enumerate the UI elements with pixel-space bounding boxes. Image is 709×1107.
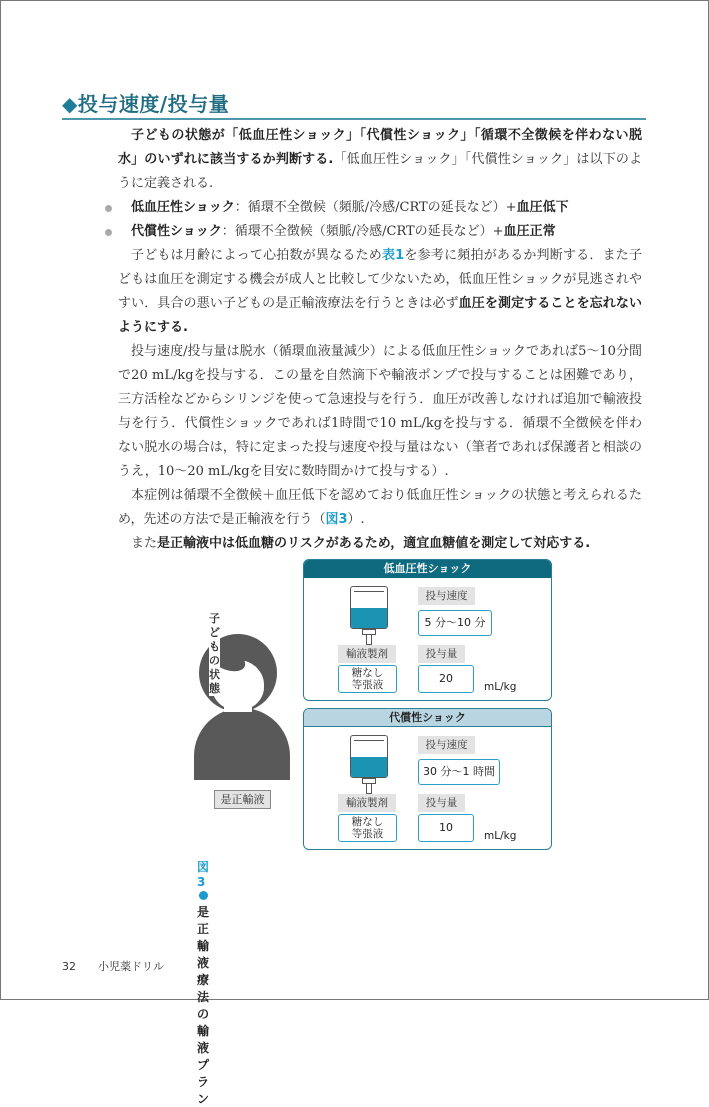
rate-value: 5 分～10 分	[418, 610, 492, 636]
bullet-text: ：循環不全徴候（頻脈/冷感/CRTの延長など）+	[221, 224, 504, 239]
iv-bag-icon	[350, 735, 388, 778]
p4-a: 本症例は循環不全徴候＋血圧低下を認めており低血圧性ショックの状態と考えられるため，先述の方法で是正輸液を行う（	[118, 488, 642, 527]
bullet-item	[118, 220, 642, 244]
prep-value	[338, 665, 397, 693]
rate-value: 30 分～1 時間	[418, 759, 500, 785]
dose-value: 20	[418, 665, 474, 693]
book-title: 小児薬ドリル	[98, 960, 164, 973]
paragraph-1	[118, 124, 642, 196]
bullet-dot-icon	[105, 205, 112, 212]
panel-title: 代償性ショック	[304, 709, 551, 727]
bullet-item	[118, 196, 642, 220]
circle-bullet-icon	[199, 891, 208, 900]
paragraph-3: 投与速度/投与量は脱水（循環血液量減少）による低血圧性ショックであれば5～10分間で20 mL/kgを投与する．この量を自然滴下や輸液ポンプで投与することは困難であり，三方活栓などからシリンジを使って急速投与を行う．血圧が改善しなければ追加で輸液投与を行う．代償性ショックであれば1時間で10 mL/kgを投与する．循環不全徴候を伴わない脱水の場合は，特に定まった投与速度や投与量はない（筆者であれば保護者と相談のうえ，10～20 mL/kgを目安に数時間かけて投与する）.	[118, 344, 642, 479]
p2-bold: 血圧を測定することを忘れないようにする.	[118, 296, 642, 335]
dose-label: 投与量	[418, 794, 465, 812]
bullet-term: 代償性ショック	[131, 224, 222, 239]
prep-line: 糖なし	[351, 667, 384, 679]
iv-bag-icon	[350, 586, 388, 629]
p5-a: また	[131, 536, 158, 551]
bullet-strong: 血圧正常	[503, 224, 556, 239]
bullet-text: ：循環不全徴候（頻脈/冷感/CRTの延長など）+	[234, 200, 517, 215]
dose-label: 投与量	[418, 645, 465, 663]
figure-caption	[197, 858, 210, 1107]
page-number: 32	[62, 960, 76, 973]
rate-label: 投与速度	[418, 736, 475, 754]
section-heading	[62, 88, 229, 117]
prep-line: 糖なし	[351, 816, 384, 828]
panel-hypotensive-shock	[303, 559, 552, 701]
panel-compensated-shock	[303, 708, 552, 850]
paragraph-2	[118, 244, 642, 340]
bullet-term: 低血圧性ショック	[131, 200, 235, 215]
person-tag: 是正輸液	[214, 790, 271, 809]
bullet-strong: 血圧低下	[516, 200, 569, 215]
prep-value	[338, 814, 397, 842]
page-footer	[62, 958, 164, 974]
p2-b: を参考に頻拍があるか判断する．また子どもは血圧を測定する機会が成人と比較して少ないため，低血圧性ショックが見逃されやすい．具合の悪い子どもの是正輸液療法を行うときは必ず	[118, 248, 642, 311]
paragraph-4	[118, 484, 642, 532]
person-label: 子どもの状態	[209, 612, 220, 695]
table-ref-link[interactable]: 表1	[381, 248, 405, 263]
prep-line: 等張液	[351, 828, 384, 840]
heading-text: 投与速度/投与量	[77, 92, 230, 116]
prep-line: 等張液	[351, 679, 384, 691]
dose-unit: mL/kg	[484, 830, 517, 842]
body-text	[118, 124, 642, 556]
prep-label: 輸液製剤	[338, 645, 396, 663]
dose-unit: mL/kg	[484, 681, 517, 693]
dose-value: 10	[418, 814, 474, 842]
p5-bold: 是正輸液中は低血糖のリスクがあるため，適宜血糖値を測定して対応する.	[157, 536, 591, 551]
caption-text: 是正輸液療法の輸液プラン	[197, 905, 210, 1106]
heading-rule	[62, 118, 646, 120]
p1-bold: 子どもの状態が「低血圧性ショック」「代償性ショック」「循環不全徴候を伴わない脱水」のいずれに該当するか判断する.	[118, 128, 642, 167]
paragraph-5	[118, 532, 642, 556]
figure-ref-link[interactable]: 図3	[325, 512, 348, 527]
rate-label: 投与速度	[418, 587, 475, 605]
p2-a: 子どもは月齢によって心拍数が異なるため	[131, 248, 382, 263]
p4-b: ）.	[347, 512, 365, 527]
panel-title: 低血圧性ショック	[304, 560, 551, 578]
bullet-dot-icon	[105, 229, 112, 236]
p1-rest: 「低血圧性ショック」「代償性ショック」は以下のように定義される.	[118, 152, 642, 191]
caption-number: 図 3	[197, 860, 210, 889]
diamond-icon: ◆	[62, 92, 78, 116]
prep-label: 輸液製剤	[338, 794, 396, 812]
